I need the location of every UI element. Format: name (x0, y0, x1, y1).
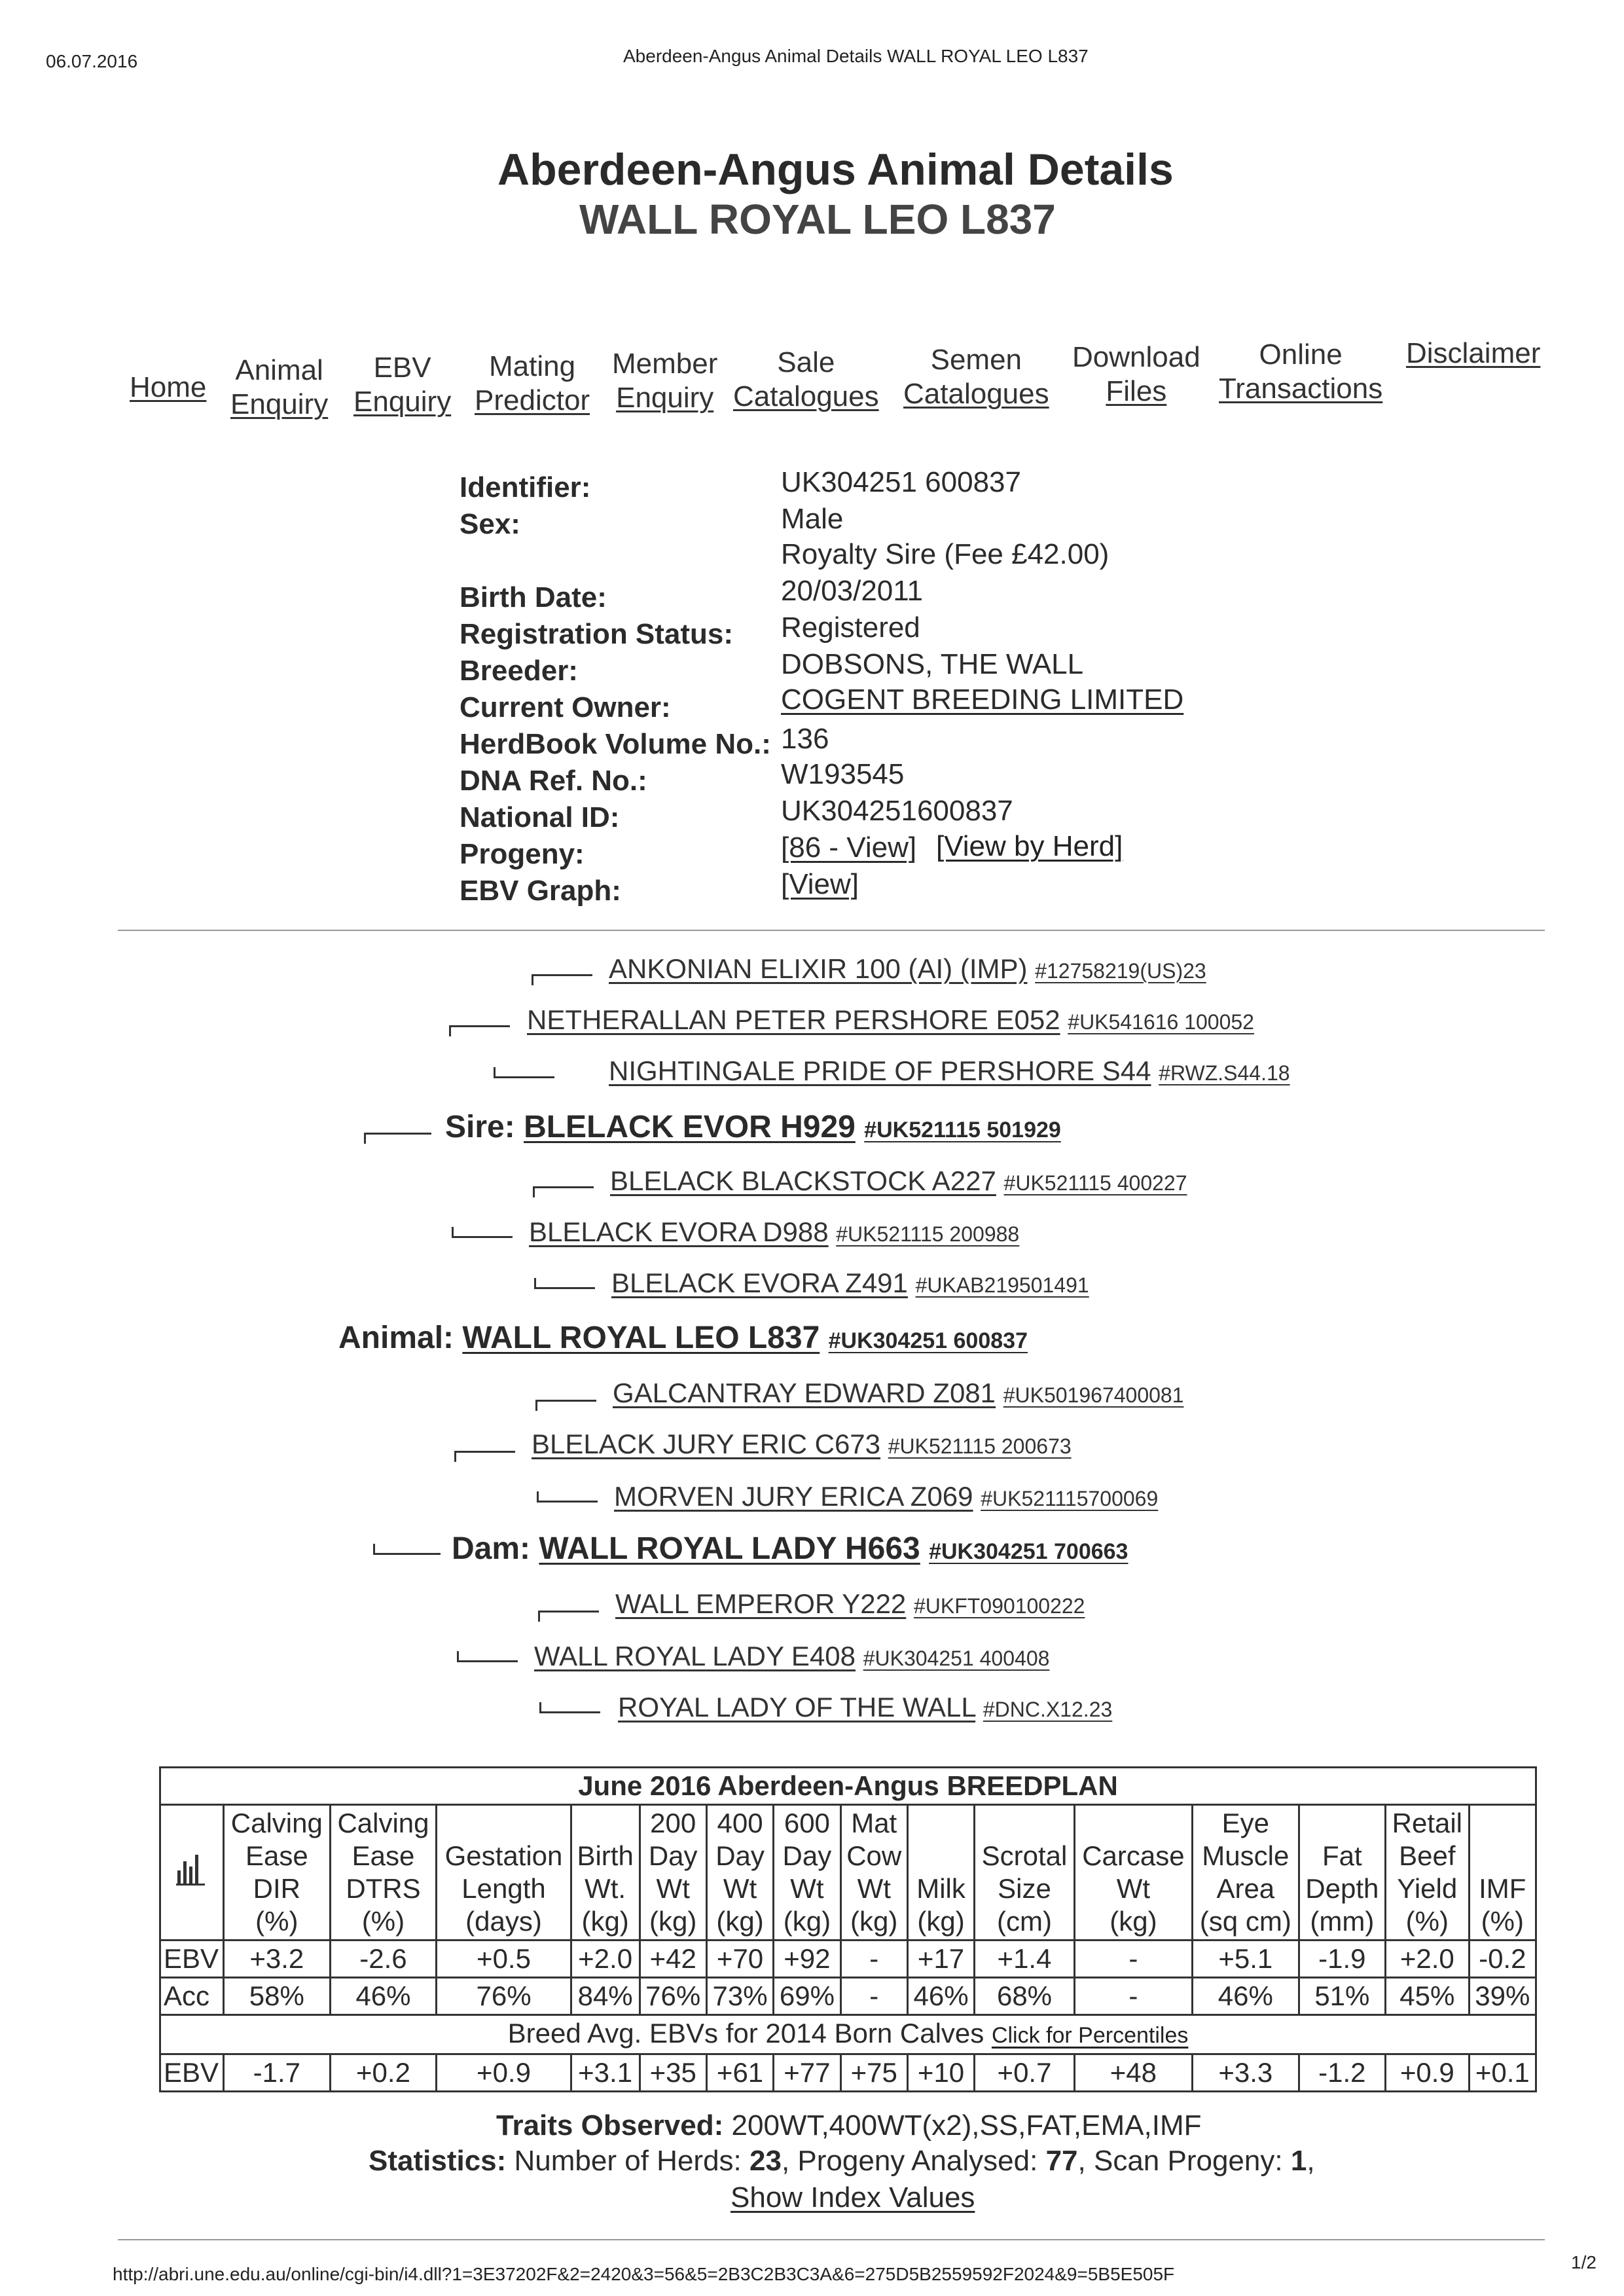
breed-average-value: +3.1 (571, 2054, 640, 2092)
accuracy-row (160, 1978, 1536, 2015)
pedigree-connector (457, 1651, 518, 1662)
accuracy-value: 58% (224, 1978, 331, 2015)
header-line: (%) (255, 1906, 298, 1937)
header-line: 400 (717, 1808, 763, 1838)
pedigree-connector (364, 1133, 431, 1144)
header-line: Muscle (1202, 1840, 1290, 1871)
breedplan-column-header (1386, 1805, 1469, 1941)
header-line: Length (461, 1873, 546, 1904)
pedigree-connector (494, 1067, 554, 1078)
header-line: (mm) (1310, 1906, 1375, 1937)
pedigree-connector (373, 1544, 441, 1555)
breed-average-value: +0.9 (1386, 2054, 1469, 2092)
header-line: Calving (230, 1808, 323, 1838)
ebv-value: - (1074, 1941, 1192, 1978)
header-line: (kg) (716, 1906, 764, 1937)
birth-date-value: 20/03/2011 (781, 575, 923, 607)
header-line: Wt. (585, 1873, 626, 1904)
statistics: Statistics: Number of Herds: 23, Progeny Analysed: 77, Scan Progeny: 1, (369, 2145, 1315, 2177)
accuracy-value: 46% (1193, 1978, 1299, 2015)
pedigree-dam-sire-dam[interactable]: MORVEN JURY ERICA Z069 #UK521115700069 (614, 1481, 1159, 1512)
accuracy-row-label: Acc (160, 1978, 224, 2015)
header-line: Depth (1305, 1873, 1379, 1904)
breed-average-row-label: EBV (160, 2054, 224, 2092)
header-line (575, 1807, 636, 1840)
ebv-row (160, 1941, 1536, 1978)
accuracy-value: 51% (1299, 1978, 1386, 2015)
identifier-label: Identifier: (460, 471, 591, 503)
nav-mating-predictor[interactable]: Mating Predictor (475, 350, 590, 416)
header-line: (days) (465, 1906, 542, 1937)
pedigree-connector (538, 1611, 599, 1622)
header-line: Calving (337, 1808, 429, 1838)
header-line (1473, 1807, 1532, 1840)
header-line (1078, 1807, 1189, 1840)
ebv-value: +5.1 (1193, 1941, 1299, 1978)
breedplan-caption: June 2016 Aberdeen-Angus BREEDPLAN (160, 1768, 1536, 1805)
national-id-label: National ID: (460, 801, 620, 833)
progeny-by-herd-link[interactable]: [View by Herd] (936, 830, 1123, 862)
header-line: Wt (656, 1873, 690, 1904)
header-line: (%) (361, 1906, 405, 1937)
ebv-value: +2.0 (1386, 1941, 1469, 1978)
accuracy-value: 46% (907, 1978, 974, 2015)
ebv-value: +17 (907, 1941, 974, 1978)
ebv-value: +70 (706, 1941, 773, 1978)
header-line: Day (782, 1840, 832, 1871)
breed-average-value: +3.3 (1193, 2054, 1299, 2092)
ebv-value: +3.2 (224, 1941, 331, 1978)
pedigree-connector (454, 1451, 515, 1462)
identifier-value: UK304251 600837 (781, 466, 1021, 498)
header-line: Day (715, 1840, 765, 1871)
header-line: (%) (1481, 1906, 1524, 1937)
breedplan-column-header (975, 1805, 1075, 1941)
traits-observed: Traits Observed: 200WT,400WT(x2),SS,FAT,EMA,IMF (496, 2109, 1202, 2141)
header-line: Area (1216, 1873, 1275, 1904)
header-line (1473, 1840, 1532, 1872)
herdbook-value: 136 (781, 723, 829, 755)
nav-ebv-enquiry[interactable]: EBV Enquiry (353, 352, 452, 418)
birth-date-label: Birth Date: (460, 581, 607, 613)
breeder-value: DOBSONS, THE WALL (781, 648, 1084, 680)
header-line: (kg) (917, 1906, 965, 1937)
page-title: Aberdeen-Angus Animal Details (497, 145, 1174, 194)
bar-chart-icon[interactable] (160, 1805, 224, 1941)
breedplan-column-header (1469, 1805, 1536, 1941)
registration-value: Registered (781, 611, 920, 644)
breedplan-column-header (571, 1805, 640, 1941)
print-url: http://abri.une.edu.au/online/cgi-bin/i4.dll?1=3E37202F&2=2420&3=56&5=2B3C2B3C3A&6=275D5B2559592F2024&9=5B5E505F (113, 2264, 1175, 2284)
ebv-value: -2.6 (330, 1941, 437, 1978)
pedigree-dam-sire[interactable]: BLELACK JURY ERIC C673 #UK521115 200673 (532, 1429, 1072, 1459)
breed-average-value: -1.7 (224, 2054, 331, 2092)
nav-disclaimer[interactable]: Disclaimer (1406, 337, 1541, 369)
header-line: Mat (851, 1808, 897, 1838)
header-line (911, 1807, 971, 1840)
accuracy-value: 39% (1469, 1978, 1536, 2015)
header-line: Yield (1397, 1873, 1458, 1904)
header-line: Wt (857, 1873, 891, 1904)
nav-home[interactable]: Home (130, 371, 207, 403)
pedigree-dam-dam[interactable]: WALL ROYAL LADY E408 #UK304251 400408 (534, 1641, 1050, 1671)
header-line: Fat (1322, 1840, 1362, 1871)
ebv-value: +1.4 (975, 1941, 1075, 1978)
ebv-value: +42 (640, 1941, 706, 1978)
nav-download-files[interactable]: Download Files (1072, 341, 1200, 407)
pedigree-dam-dam-dam[interactable]: ROYAL LADY OF THE WALL #DNC.X12.23 (618, 1692, 1113, 1722)
print-title: Aberdeen-Angus Animal Details WALL ROYAL LEO L837 (623, 46, 1089, 66)
breed-average-value: -1.2 (1299, 2054, 1386, 2092)
header-line: Wt (723, 1873, 757, 1904)
breedplan-column-header (706, 1805, 773, 1941)
header-line: Beef (1399, 1840, 1456, 1871)
header-line: Size (998, 1873, 1051, 1904)
breedplan-table (159, 1766, 1537, 2092)
breeder-label: Breeder: (460, 655, 578, 687)
header-line: (kg) (783, 1906, 831, 1937)
show-index-values-link[interactable]: Show Index Values (731, 2181, 975, 2214)
breed-average-caption: Breed Avg. EBVs for 2014 Born Calves Click for Percentiles (160, 2015, 1536, 2054)
accuracy-value: 69% (774, 1978, 840, 2015)
pedigree-dam-dam-sire[interactable]: WALL EMPEROR Y222 #UKFT090100222 (615, 1588, 1085, 1619)
pedigree-connector (449, 1025, 510, 1036)
breedplan-header-row (160, 1805, 1536, 1941)
ebv-value: -1.9 (1299, 1941, 1386, 1978)
header-line: Birth (577, 1840, 634, 1871)
ebv-value: +0.5 (437, 1941, 571, 1978)
breedplan-column-header (224, 1805, 331, 1941)
breedplan-column-header (1074, 1805, 1192, 1941)
ebv-graph-link[interactable]: [View] (781, 868, 859, 900)
pedigree-dam[interactable]: Dam: WALL ROYAL LADY H663 #UK304251 700663 (452, 1531, 1128, 1566)
pedigree-connector (537, 1491, 598, 1503)
pedigree-dam-sire-sire[interactable]: GALCANTRAY EDWARD Z081 #UK501967400081 (613, 1377, 1184, 1408)
dna-value: W193545 (781, 758, 905, 790)
header-line: (kg) (1110, 1906, 1157, 1937)
header-line: Day (648, 1840, 698, 1871)
pedigree-connector (532, 974, 592, 985)
nav-semen-catalogues[interactable]: Semen Catalogues (903, 344, 1049, 410)
breed-average-value: +0.7 (975, 2054, 1075, 2092)
pedigree-sire-sire-dam[interactable]: NIGHTINGALE PRIDE OF PERSHORE S44 #RWZ.S44.18 (609, 1055, 1290, 1086)
pedigree-connector (452, 1227, 513, 1238)
header-line: (kg) (649, 1906, 697, 1937)
header-line: IMF (1479, 1873, 1526, 1904)
accuracy-value: 73% (706, 1978, 773, 2015)
progeny-label: Progeny: (460, 838, 585, 870)
breed-average-value: +77 (774, 2054, 840, 2092)
breed-average-value: +10 (907, 2054, 974, 2092)
ebv-value: +92 (774, 1941, 840, 1978)
ebv-value: +2.0 (571, 1941, 640, 1978)
header-line: (cm) (997, 1906, 1052, 1937)
header-line: (%) (1405, 1906, 1449, 1937)
ebv-value: - (840, 1941, 907, 1978)
nav-sale-catalogues[interactable]: Sale Catalogues (733, 346, 879, 412)
ebv-value: -0.2 (1469, 1941, 1536, 1978)
header-line: Wt (790, 1873, 824, 1904)
sex-value: Male (781, 503, 844, 535)
pedigree-animal[interactable]: Animal: WALL ROYAL LEO L837 #UK304251 600837 (338, 1321, 1028, 1355)
herdbook-label: HerdBook Volume No.: (460, 728, 771, 760)
nav-online-transactions[interactable]: Online Transactions (1219, 338, 1383, 405)
breed-average-value: +35 (640, 2054, 706, 2092)
pedigree-connector (533, 1186, 594, 1197)
header-line: Milk (916, 1873, 965, 1904)
header-line (978, 1807, 1071, 1840)
animal-title: WALL ROYAL LEO L837 (579, 196, 1056, 243)
pedigree-connector (539, 1702, 600, 1713)
header-line: 200 (650, 1808, 696, 1838)
breed-average-value: +75 (840, 2054, 907, 2092)
divider (118, 930, 1545, 931)
breed-average-value: +61 (706, 2054, 773, 2092)
breed-average-value: +0.2 (330, 2054, 437, 2092)
header-line: Eye (1221, 1808, 1269, 1838)
breedplan-column-header (1299, 1805, 1386, 1941)
header-line: (sq cm) (1199, 1906, 1291, 1937)
progeny-view-link[interactable]: [86 - View] (781, 831, 917, 864)
header-line: DIR (253, 1873, 300, 1904)
breed-average-row (160, 2054, 1536, 2092)
header-line: Cow (846, 1840, 902, 1871)
accuracy-value: 84% (571, 1978, 640, 2015)
pedigree-sire-dam-dam[interactable]: BLELACK EVORA Z491 #UKAB219501491 (611, 1267, 1089, 1298)
pedigree-connector (535, 1400, 596, 1411)
pedigree-connector (534, 1278, 595, 1289)
owner-label: Current Owner: (460, 691, 671, 723)
pedigree-sire-sire-sire[interactable]: ANKONIAN ELIXIR 100 (AI) (IMP) #12758219(US)23 (609, 953, 1206, 984)
breedplan-column-header (774, 1805, 840, 1941)
accuracy-value: 45% (1386, 1978, 1469, 2015)
breedplan-column-header (840, 1805, 907, 1941)
accuracy-value: - (840, 1978, 907, 2015)
header-line: 600 (784, 1808, 830, 1838)
header-line (1303, 1807, 1382, 1840)
breedplan-column-header (437, 1805, 571, 1941)
header-line: (kg) (850, 1906, 898, 1937)
header-line: Wt (1116, 1873, 1151, 1904)
header-line: Ease (352, 1840, 415, 1871)
nav-animal-enquiry[interactable]: Animal Enquiry (230, 354, 329, 420)
pedigree-sire-dam[interactable]: BLELACK EVORA D988 #UK521115 200988 (529, 1216, 1020, 1247)
accuracy-value: - (1074, 1978, 1192, 2015)
header-line (440, 1807, 567, 1840)
ebv-row-label: EBV (160, 1941, 224, 1978)
header-line: Scrotal (981, 1840, 1068, 1871)
sex-label: Sex: (460, 508, 520, 540)
national-id-value: UK304251600837 (781, 795, 1013, 827)
print-date: 06.07.2016 (46, 51, 138, 71)
header-line: Carcase (1082, 1840, 1185, 1871)
footer-divider (118, 2239, 1545, 2240)
header-line: DTRS (346, 1873, 421, 1904)
header-line: Ease (245, 1840, 308, 1871)
breedplan-column-header (640, 1805, 706, 1941)
header-line: (kg) (581, 1906, 629, 1937)
header-line: Gestation (444, 1840, 563, 1871)
accuracy-value: 76% (437, 1978, 571, 2015)
breed-average-value: +0.9 (437, 2054, 571, 2092)
pedigree-sire-dam-sire[interactable]: BLELACK BLACKSTOCK A227 #UK521115 400227 (610, 1165, 1187, 1196)
ebv-graph-label: EBV Graph: (460, 875, 621, 907)
header-line: Retail (1392, 1808, 1463, 1838)
header-line (911, 1840, 971, 1872)
breedplan-column-header (907, 1805, 974, 1941)
percentiles-link[interactable]: Click for Percentiles (991, 2023, 1189, 2048)
nav-member-enquiry[interactable]: Member Enquiry (612, 348, 718, 414)
pedigree-sire[interactable]: Sire: BLELACK EVOR H929 #UK521115 501929 (445, 1110, 1061, 1144)
owner-link[interactable]: COGENT BREEDING LIMITED (781, 683, 1184, 716)
page-number: 1/2 (1571, 2252, 1597, 2272)
pedigree-sire-sire[interactable]: NETHERALLAN PETER PERSHORE E052 #UK541616 100052 (527, 1004, 1254, 1035)
breed-average-value: +48 (1074, 2054, 1192, 2092)
registration-label: Registration Status: (460, 618, 734, 650)
accuracy-value: 68% (975, 1978, 1075, 2015)
accuracy-value: 76% (640, 1978, 706, 2015)
royalty-value: Royalty Sire (Fee £42.00) (781, 538, 1110, 570)
breedplan-column-header (330, 1805, 437, 1941)
breedplan-column-header (1193, 1805, 1299, 1941)
dna-label: DNA Ref. No.: (460, 765, 647, 797)
accuracy-value: 46% (330, 1978, 437, 2015)
breed-average-value: +0.1 (1469, 2054, 1536, 2092)
